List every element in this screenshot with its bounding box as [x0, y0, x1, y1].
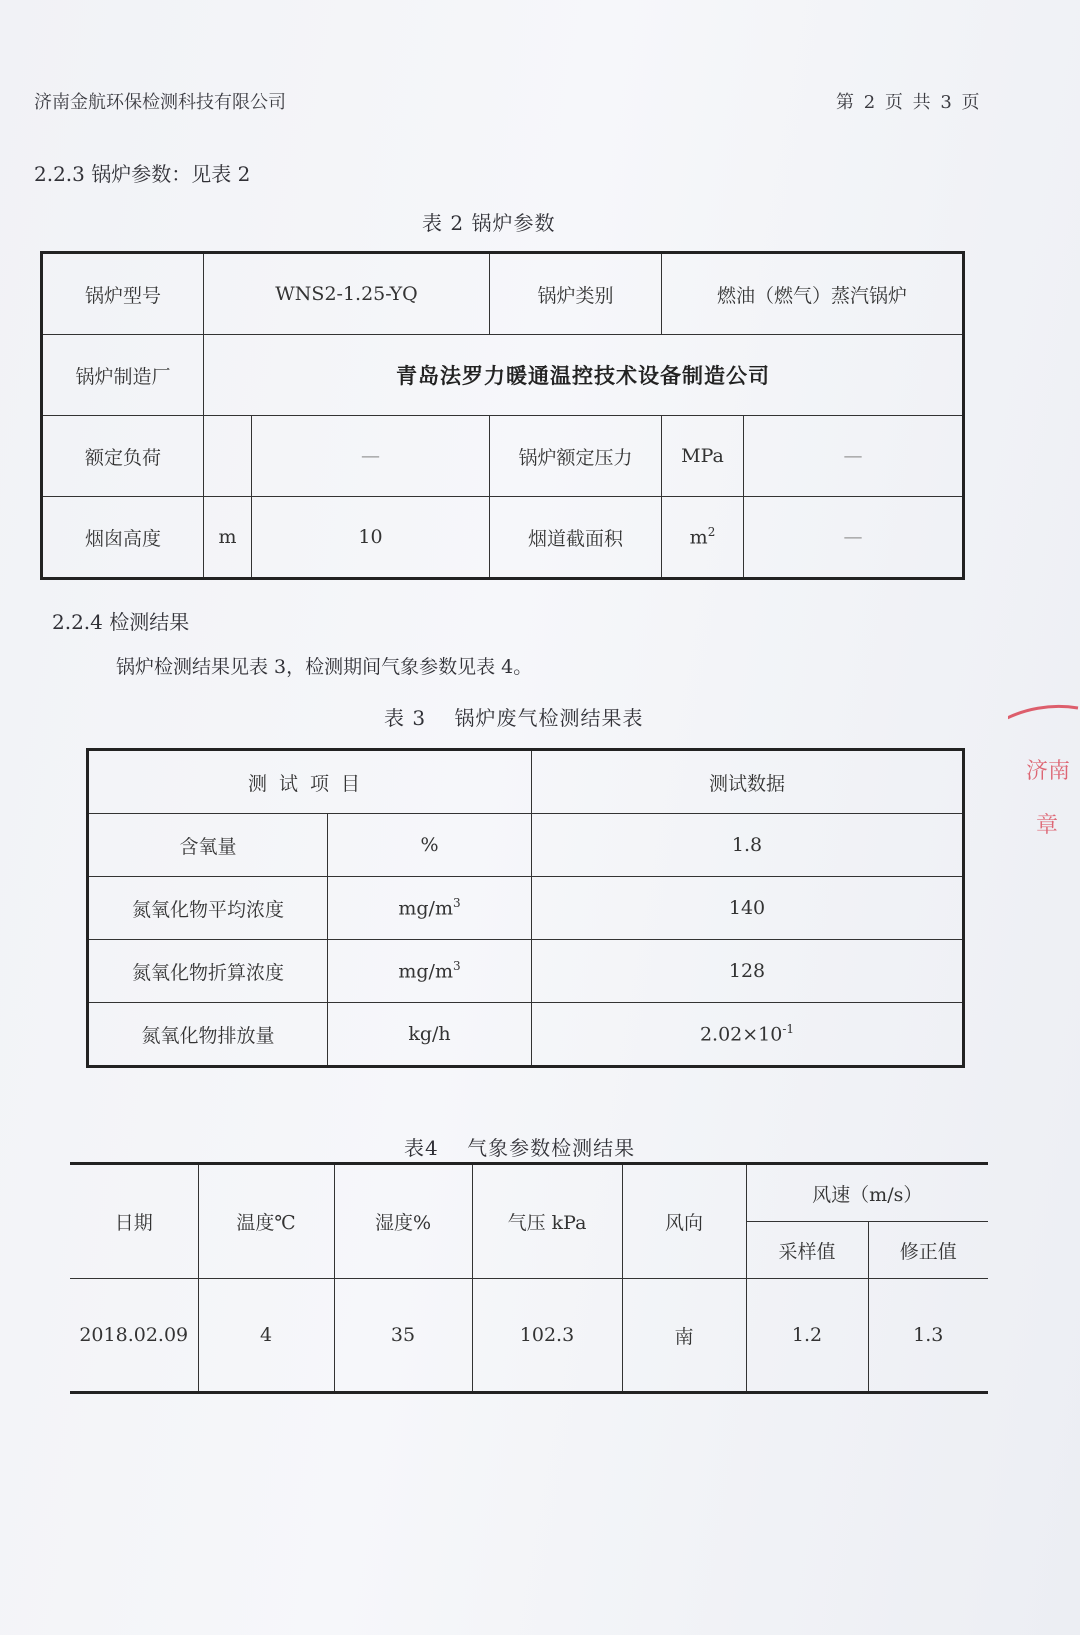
table-cell — [328, 877, 532, 940]
table-cell — [662, 497, 744, 579]
seal-text-fragment: 章 — [1036, 813, 1059, 838]
unit-base: mg/m — [398, 897, 453, 920]
table-header: 测试数据 — [532, 750, 964, 814]
table3-caption: 表 3 锅炉废气检测结果表 — [384, 706, 644, 730]
table-cell: 2018.02.09 — [70, 1279, 198, 1393]
table-header: 风速（m/s） — [746, 1164, 988, 1222]
table-cell: kg/h — [328, 1003, 532, 1067]
table2-caption: 表 2 锅炉参数 — [422, 211, 556, 235]
table-cell: 128 — [532, 940, 964, 1003]
table-cell: 额定负荷 — [42, 416, 204, 497]
table-row — [70, 1279, 988, 1393]
red-seal-stamp — [1008, 700, 1080, 950]
table-cell: 1.3 — [868, 1279, 988, 1393]
table-cell: 35 — [334, 1279, 472, 1393]
table-cell: 氮氧化物平均浓度 — [88, 877, 328, 940]
boiler-params-table — [40, 251, 965, 580]
table-cell: MPa — [662, 416, 744, 497]
table-cell: 10 — [252, 497, 490, 579]
table-cell: 锅炉额定压力 — [490, 416, 662, 497]
results-paragraph: 锅炉检测结果见表 3，检测期间气象参数见表 4。 — [116, 656, 533, 678]
table-cell: — — [252, 416, 490, 497]
table-cell: 锅炉型号 — [42, 253, 204, 335]
table-cell — [328, 940, 532, 1003]
table-cell: — — [744, 416, 964, 497]
section-heading-results: 2.2.4 检测结果 — [52, 610, 190, 634]
table-cell: 锅炉制造厂 — [42, 335, 204, 416]
table-cell: 氮氧化物折算浓度 — [88, 940, 328, 1003]
table-cell: 锅炉类别 — [490, 253, 662, 335]
table4-caption: 表4 气象参数检测结果 — [404, 1136, 636, 1160]
unit-exponent: 3 — [452, 896, 461, 911]
unit-base: m — [689, 526, 708, 549]
value-base: 2.02×10 — [699, 1023, 783, 1046]
table-header: 风向 — [622, 1164, 746, 1279]
table-cell — [532, 1003, 964, 1067]
unit-exponent: 2 — [707, 525, 716, 540]
boiler-emission-table — [86, 748, 965, 1068]
table-cell: 102.3 — [472, 1279, 622, 1393]
table-cell: 1.2 — [746, 1279, 868, 1393]
table-cell: — — [744, 497, 964, 579]
table-cell — [204, 416, 252, 497]
table-cell: 140 — [532, 877, 964, 940]
table-cell: 含氧量 — [88, 814, 328, 877]
table-cell: 青岛法罗力暖通温控技术设备制造公司 — [204, 335, 964, 416]
table-cell: 1.8 — [532, 814, 964, 877]
table-header: 日期 — [70, 1164, 198, 1279]
table-header: 采样值 — [746, 1222, 868, 1279]
unit-base: mg/m — [398, 960, 453, 983]
page-number: 第 2 页 共 3 页 — [836, 92, 982, 113]
seal-text-fragment: 济南 — [1026, 759, 1071, 784]
section-heading-boiler-params: 2.2.3 锅炉参数：见表 2 — [34, 162, 251, 186]
unit-exponent: 3 — [452, 959, 461, 974]
table-header: 温度℃ — [198, 1164, 334, 1279]
table-cell: % — [328, 814, 532, 877]
table-cell: m — [204, 497, 252, 579]
table-cell: WNS2-1.25-YQ — [204, 253, 490, 335]
table-cell: 烟囱高度 — [42, 497, 204, 579]
table-header: 气压 kPa — [472, 1164, 622, 1279]
table-cell: 4 — [198, 1279, 334, 1393]
weather-params-table — [70, 1162, 988, 1394]
table-header: 修正值 — [868, 1222, 988, 1279]
table-cell: 烟道截面积 — [490, 497, 662, 579]
table-header: 湿度% — [334, 1164, 472, 1279]
value-exponent: -1 — [782, 1022, 795, 1037]
company-header: 济南金航环保检测科技有限公司 — [34, 92, 286, 113]
table-cell: 燃油（燃气）蒸汽锅炉 — [662, 253, 964, 335]
table-header: 测试项目 — [88, 750, 532, 814]
table-cell: 南 — [622, 1279, 746, 1393]
table-cell: 氮氧化物排放量 — [88, 1003, 328, 1067]
